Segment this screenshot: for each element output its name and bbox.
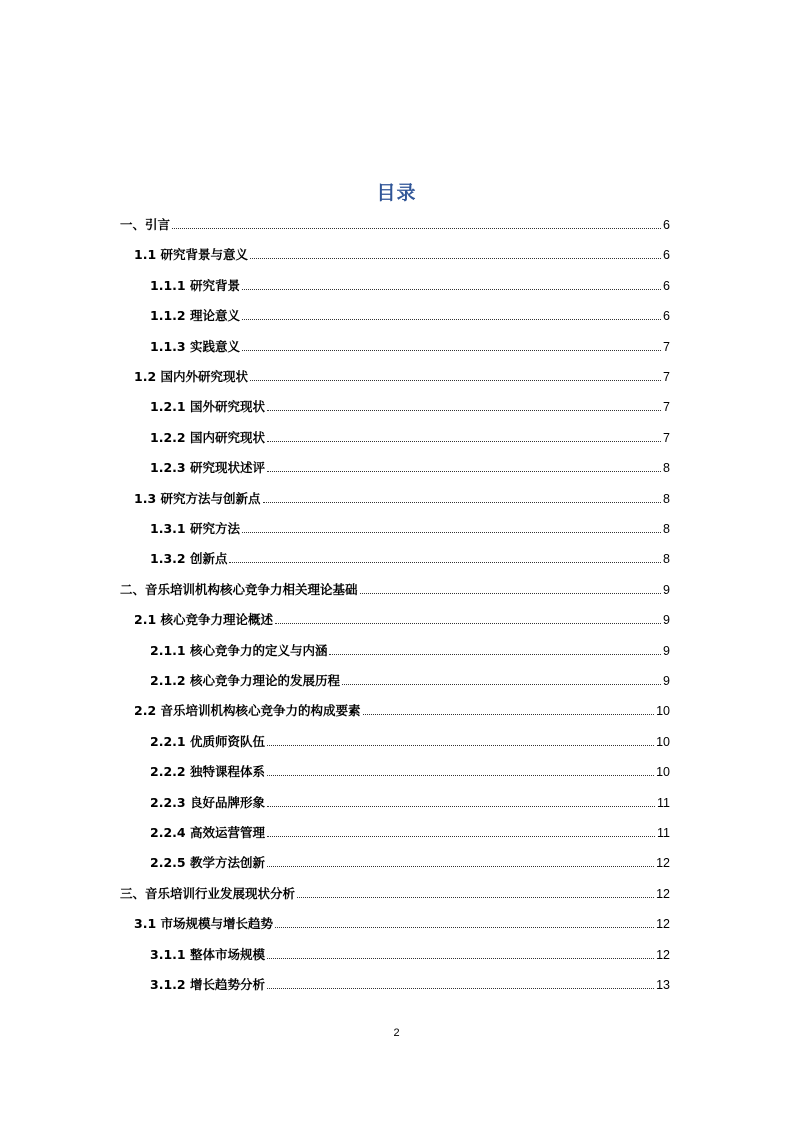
toc-entry[interactable] [150, 669, 670, 689]
toc-dot-leader [242, 349, 661, 351]
toc-entry[interactable] [150, 426, 670, 446]
toc-entry-page: 11 [657, 826, 670, 840]
toc-dot-leader [267, 865, 654, 867]
toc-dot-leader [275, 622, 661, 624]
toc-entry[interactable] [150, 973, 670, 993]
toc-entry[interactable] [150, 821, 670, 841]
toc-dot-leader [172, 227, 661, 229]
toc-entry-page: 6 [663, 278, 670, 293]
toc-entry-page: 8 [663, 491, 670, 506]
toc-dot-leader [342, 683, 661, 685]
toc-entry[interactable] [150, 730, 670, 750]
toc-entry-page: 7 [663, 430, 670, 445]
toc-entry-label: 1.3 研究方法与创新点 [134, 490, 261, 506]
toc-entry[interactable] [134, 912, 670, 932]
toc-entry-label: 1.2 国内外研究现状 [134, 369, 248, 384]
toc-entry-page: 9 [663, 643, 670, 658]
toc-entry[interactable] [150, 517, 670, 537]
toc-entry-label: 二、音乐培训机构核心竞争力相关理论基础 [120, 581, 358, 597]
toc-dot-leader [242, 318, 661, 320]
toc-entry[interactable] [134, 699, 670, 719]
toc-dot-leader [267, 409, 661, 411]
toc-entry-label: 1.1.3 实践意义 [150, 338, 240, 354]
toc-entry-label: 2.2 音乐培训机构核心竞争力的构成要素 [134, 703, 361, 719]
toc-entry-label: 1.2.3 研究现状述评 [150, 460, 265, 476]
toc-entry-page: 12 [656, 856, 670, 871]
toc-entry[interactable] [150, 304, 670, 324]
toc-entry-label: 2.2.4 高效运营管理 [150, 825, 265, 840]
toc-entry[interactable] [120, 578, 670, 598]
toc-entry-page: 9 [663, 582, 670, 597]
toc-entry-page: 9 [663, 674, 670, 688]
toc-dot-leader [267, 957, 654, 959]
toc-entry-label: 1.1.1 研究背景 [150, 277, 240, 293]
toc-entry-label: 1.1.2 理论意义 [150, 308, 240, 324]
toc-entry[interactable] [150, 760, 670, 780]
toc-entry[interactable] [150, 335, 670, 355]
toc-entry[interactable] [120, 213, 670, 233]
toc-entry-label: 1.1 研究背景与意义 [134, 247, 248, 263]
toc-entry-page: 6 [663, 309, 670, 324]
toc-entry[interactable] [150, 943, 670, 963]
toc-entry-label: 1.2.1 国外研究现状 [150, 399, 265, 415]
toc-dot-leader [267, 835, 655, 837]
toc-entry[interactable] [150, 547, 670, 567]
toc-entry[interactable] [150, 791, 670, 811]
toc-dot-leader [363, 713, 655, 715]
toc-entry-page: 12 [656, 947, 670, 962]
toc-entry[interactable] [150, 851, 670, 871]
toc-entry-page: 6 [663, 248, 670, 263]
toc-entry-label: 2.2.2 独特课程体系 [150, 764, 265, 780]
toc-dot-leader [250, 257, 661, 259]
toc-entry-label: 1.3.2 创新点 [150, 551, 228, 567]
page-title: 目录 [376, 182, 417, 204]
toc-entry-label: 3.1.2 增长趋势分析 [150, 977, 265, 992]
toc-dot-leader [250, 379, 661, 381]
toc-entry-page: 12 [656, 917, 670, 932]
toc-dot-leader [329, 653, 661, 655]
toc-dot-leader [267, 440, 661, 442]
toc-entry-page: 10 [656, 765, 670, 780]
toc-entry[interactable] [150, 456, 670, 476]
toc-entry-label: 2.2.1 优质师资队伍 [150, 733, 265, 749]
toc-entry-page: 9 [663, 613, 670, 628]
toc-entry-page: 12 [656, 886, 670, 901]
toc-entry-page: 10 [656, 734, 670, 749]
toc-entry-label: 2.1.1 核心竞争力的定义与内涵 [150, 642, 328, 658]
toc-entry-label: 三、音乐培训行业发展现状分析 [120, 885, 296, 901]
toc-entry-page: 10 [656, 704, 670, 719]
toc-entry-page: 11 [657, 795, 670, 810]
toc-dot-leader [267, 805, 655, 807]
toc-dot-leader [242, 531, 661, 533]
toc-dot-leader [242, 288, 661, 290]
toc-entry-page: 7 [663, 370, 670, 384]
toc-entry-page: 8 [663, 461, 670, 476]
toc-entry[interactable] [120, 882, 670, 902]
toc-entry-label: 2.1 核心竞争力理论概述 [134, 612, 273, 628]
page-number: 2 [393, 1027, 400, 1039]
toc-entry-page: 7 [663, 400, 670, 415]
toc-dot-leader [267, 744, 654, 746]
toc-dot-leader [275, 926, 654, 928]
toc-entry-label: 2.2.5 教学方法创新 [150, 855, 265, 871]
toc-entry-page: 8 [663, 552, 670, 567]
toc-entry[interactable] [150, 395, 670, 415]
toc-entry-label: 2.1.2 核心竞争力理论的发展历程 [150, 673, 340, 688]
toc-dot-leader [297, 896, 654, 898]
toc-entry[interactable] [150, 274, 670, 294]
toc-dot-leader [263, 501, 662, 503]
toc-dot-leader [360, 592, 662, 594]
toc-entry-page: 6 [663, 218, 670, 232]
toc-entry[interactable] [134, 243, 670, 263]
toc-dot-leader [229, 561, 661, 563]
toc-dot-leader [267, 987, 654, 989]
toc-entry-label: 一、引言 [120, 217, 171, 232]
toc-entry-page: 8 [663, 522, 670, 536]
toc-entry-label: 2.2.3 良好品牌形象 [150, 794, 265, 810]
toc-dot-leader [267, 774, 654, 776]
toc-entry-label: 3.1.1 整体市场规模 [150, 946, 265, 962]
toc-dot-leader [267, 470, 661, 472]
toc-entry-label: 1.2.2 国内研究现状 [150, 429, 265, 445]
toc-entry[interactable] [134, 608, 670, 628]
toc-entry[interactable] [134, 487, 670, 507]
toc-entry[interactable] [134, 365, 670, 385]
toc-entry[interactable] [150, 639, 670, 659]
toc-entry-label: 1.3.1 研究方法 [150, 521, 240, 536]
toc-entry-page: 13 [656, 978, 670, 992]
toc-entry-label: 3.1 市场规模与增长趋势 [134, 916, 273, 932]
toc-entry-page: 7 [663, 339, 670, 354]
